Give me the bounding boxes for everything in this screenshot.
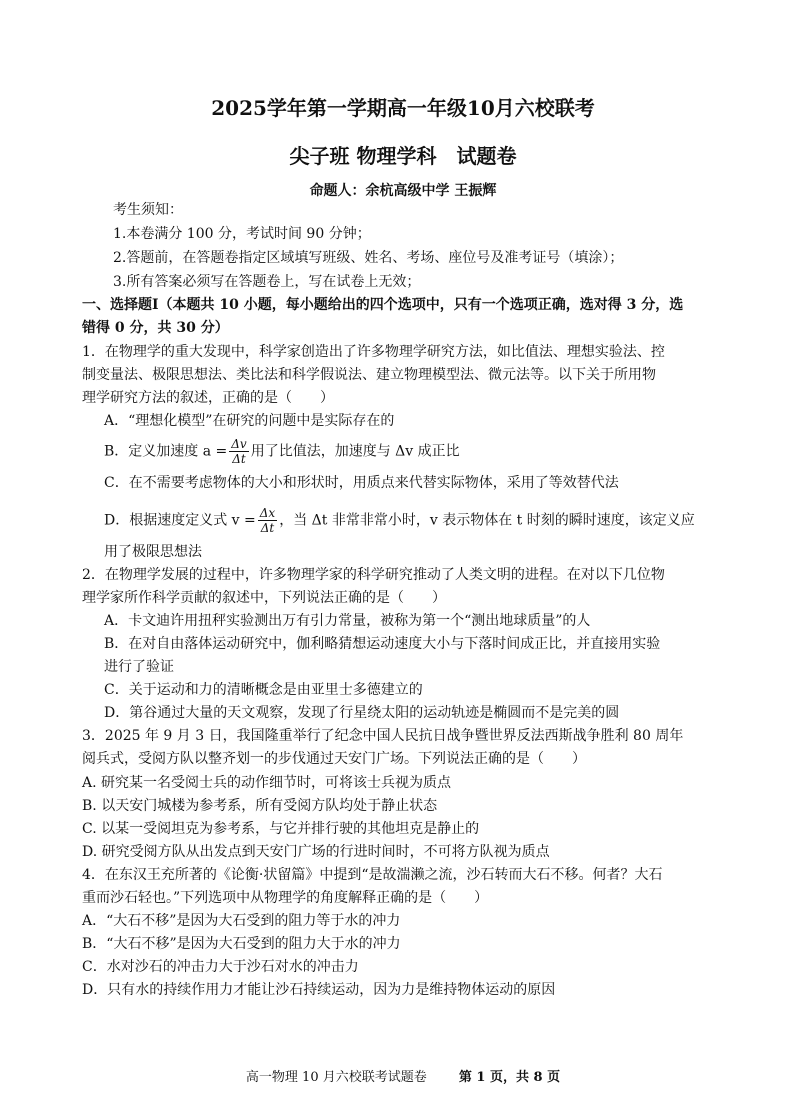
q2-option-a: A．卡文迪许用扭秤实验测出万有引力常量，被称为第一个“测出地球质量”的人 [104,613,591,629]
q3-option-a: A. 研究某一名受阅士兵的动作细节时，可将该士兵视为质点 [82,775,452,791]
fraction-numerator: Δx [259,506,276,520]
q2-stem-line1: 2．在物理学发展的过程中，许多物理学家的科学研究推动了人类文明的进程。在对以下几位物 [82,567,665,583]
q4-option-b: B．“大石不移”是因为大石受到的阻力大于水的冲力 [82,936,401,952]
q1-option-d-continued: 用了极限思想法 [104,544,202,560]
q3-stem-line2: 阅兵式，受阅方队以整齐划一的步伐通过天安门广场。下列说法正确的是（ ） [82,751,586,767]
exam-subtitle: 尖子班 物理学科 试题卷 [289,144,517,168]
q3-option-b: B. 以天安门城楼为参考系，所有受阅方队均处于静止状态 [82,798,438,814]
q2-stem-line2: 理学家所作科学贡献的叙述中，下列说法正确的是（ ） [82,590,446,606]
fraction-denominator: Δt [260,521,275,535]
q3-option-c: C. 以某一受阅坦克为参考系，与它并排行驶的其他坦克是静止的 [82,821,480,837]
fraction-numerator: Δv [231,437,247,451]
velocity-fraction [258,506,277,535]
q1-option-d-suffix: ，当 Δt 非常非常小时，v 表示物体在 t 时刻的瞬时速度，该定义应 [279,512,695,529]
footer-title: 高一物理 10 月六校联考试题卷 [245,1070,427,1085]
acceleration-fraction [229,437,248,466]
q2-option-b-line1: B．在对自由落体运动研究中，伽利略猜想运动速度大小与下落时间成正比，并直接用实验 [104,636,661,652]
q1-option-d [104,506,695,535]
q1-option-b-suffix: 用了比值法，加速度与 Δv 成正比 [250,443,460,460]
q4-stem-line2: 重而沙石轻也。”下列选项中从物理学的角度解释正确的是（ ） [82,890,489,906]
q1-stem-line3: 理学研究方法的叙述，正确的是（ ） [82,390,334,406]
q1-stem-line2: 制变量法、极限思想法、类比法和科学假说法、建立物理模型法、微元法等。以下关于所用物 [82,367,656,383]
q3-option-d: D. 研究受阅方队从出发点到天安门广场的行进时间时，不可将方队视为质点 [82,844,550,860]
q1-option-a: A．“理想化模型”在研究的问题中是实际存在的 [104,413,395,429]
q1-option-b-prefix: B．定义加速度 a = [104,443,228,460]
page-number: 第 1 页，共 8 页 [458,1070,561,1085]
q2-option-c: C．关于运动和力的清晰概念是由亚里士多德建立的 [104,682,423,698]
q1-option-d-prefix: D．根据速度定义式 v = [104,512,256,529]
notice-item-3: 3.所有答案必须写在答题卷上，写在试卷上无效； [113,274,421,290]
q1-stem-line1: 1．在物理学的重大发现中，科学家创造出了许多物理学研究方法，如比值法、理想实验法、控 [82,344,665,360]
notice-item-2: 2.答题前，在答题卷指定区域填写班级、姓名、考场、座位号及准考证号（填涂）； [113,250,624,266]
page-footer [0,1066,806,1085]
fraction-denominator: Δt [232,452,246,466]
q3-stem-line1: 3．2025 年 9 月 3 日，我国隆重举行了纪念中国人民抗日战争暨世界反法西斯战争胜利 80 周年 [82,728,684,744]
q1-option-c: C．在不需要考虑物体的大小和形状时，用质点来代替实际物体，采用了等效替代法 [104,475,619,491]
exam-author: 命题人：余杭高级中学 王振辉 [309,183,497,199]
q4-option-d: D．只有水的持续作用力才能让沙石持续运动，因为力是维持物体运动的原因 [82,982,556,998]
q4-option-c: C．水对沙石的冲击力大于沙石对水的冲击力 [82,959,359,975]
q2-option-b-line2: 进行了验证 [104,659,174,675]
section-heading-line1: 一、选择题Ⅰ（本题共 10 小题，每小题给出的四个选项中，只有一个选项正确，选对得 3 分，选 [82,297,684,313]
exam-title: 2025学年第一学期高一年级10月六校联考 [211,96,595,120]
q2-option-d: D．第谷通过大量的天文观察，发现了行星绕太阳的运动轨迹是椭圆而不是完美的圆 [104,705,620,721]
notice-item-1: 1.本卷满分 100 分，考试时间 90 分钟； [113,226,371,242]
q4-option-a: A．“大石不移”是因为大石受到的阻力等于水的冲力 [82,913,401,929]
section-heading-line2: 错得 0 分，共 30 分） [82,320,229,336]
notice-heading: 考生须知： [113,202,183,218]
q1-option-b [104,437,460,466]
q4-stem-line1: 4．在东汉王充所著的《论衡·状留篇》中提到“是故湍濑之流，沙石转而大石不移。何者？大石 [82,867,663,883]
